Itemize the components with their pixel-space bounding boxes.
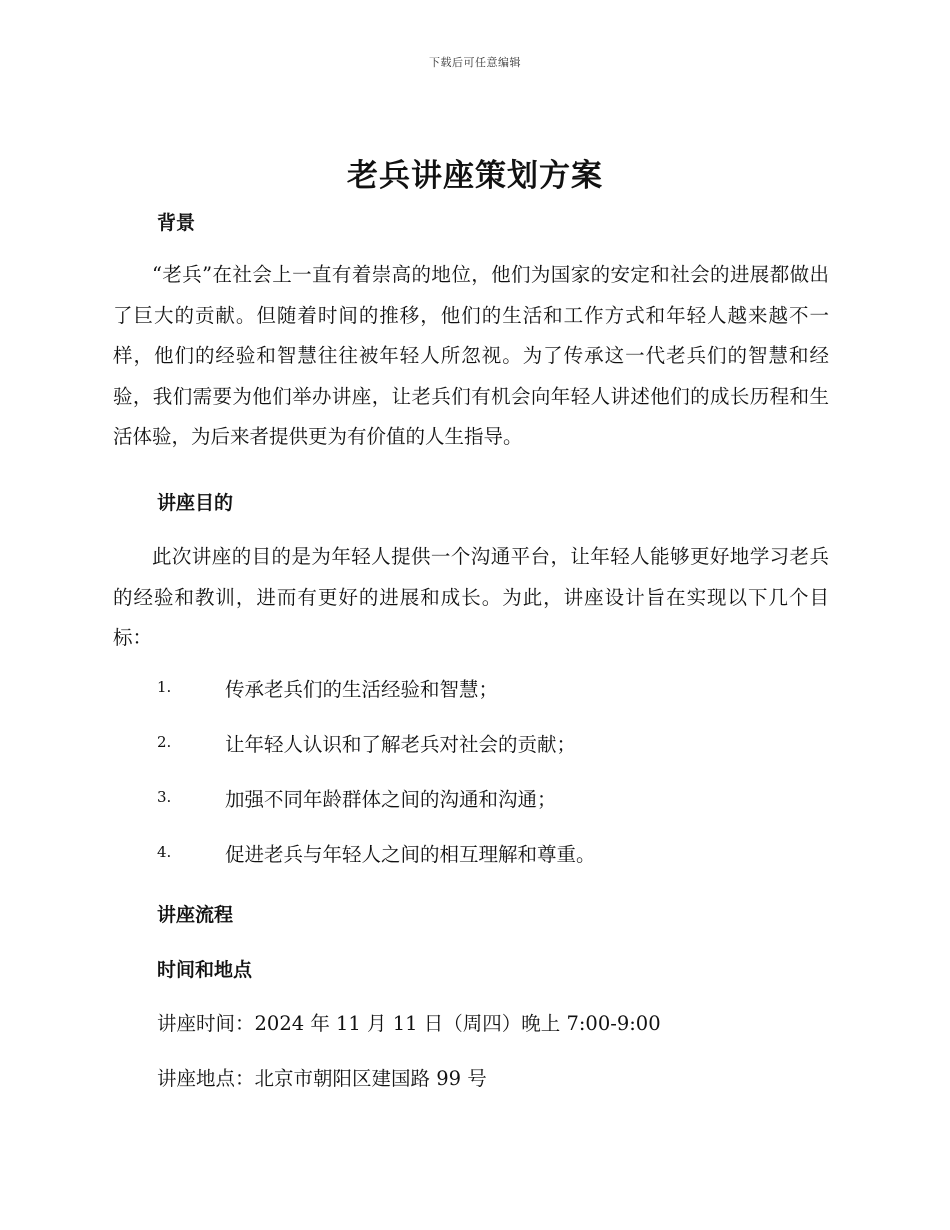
list-item-text: 传承老兵们的生活经验和智慧； bbox=[225, 678, 499, 701]
heading-background: 背景 bbox=[157, 212, 196, 234]
heading-purpose: 讲座目的 bbox=[157, 492, 234, 514]
list-item-number: 4. bbox=[157, 843, 172, 861]
list-item bbox=[0, 668, 950, 708]
list-item bbox=[0, 778, 950, 818]
list-item-text: 让年轻人认识和了解老兵对社会的贡献； bbox=[225, 733, 577, 756]
paragraph-background: “老兵”在社会上一直有着崇高的地位，他们为国家的安定和社会的进展都做出了巨大的贡献。但随着时间的推移，他们的生活和工作方式和年轻人越来越不一样，他们的经验和智慧往往被年轻人所忽视。为了传承这一代老兵们的智慧和经验，我们需要为他们举办讲座，让老兵们有机会向年轻人讲述他们的成长历程和生活体验，为后来者提供更为有价值的人生指导。 bbox=[113, 263, 829, 448]
lecture-place: 讲座地点：北京市朝阳区建国路 99 号 bbox=[157, 1067, 487, 1090]
list-item-number: 3. bbox=[157, 788, 172, 806]
heading-process: 讲座流程 bbox=[157, 904, 234, 926]
lecture-time: 讲座时间：2024 年 11 月 11 日（周四）晚上 7:00-9:00 bbox=[157, 1012, 661, 1035]
list-item bbox=[0, 833, 950, 873]
list-item-text: 促进老兵与年轻人之间的相互理解和尊重。 bbox=[225, 843, 596, 866]
list-item-text: 加强不同年龄群体之间的沟通和沟通； bbox=[225, 788, 557, 811]
list-item bbox=[0, 723, 950, 763]
list-item-number: 1. bbox=[157, 678, 172, 696]
document-title: 老兵讲座策划方案 bbox=[347, 158, 603, 194]
heading-time-place: 时间和地点 bbox=[157, 959, 253, 981]
paragraph-purpose: 此次讲座的目的是为年轻人提供一个沟通平台，让年轻人能够更好地学习老兵的经验和教训，进而有更好的进展和成长。为此，讲座设计旨在实现以下几个目标： bbox=[113, 545, 829, 649]
header-note: 下载后可任意编辑 bbox=[429, 56, 521, 69]
list-item-number: 2. bbox=[157, 733, 172, 751]
